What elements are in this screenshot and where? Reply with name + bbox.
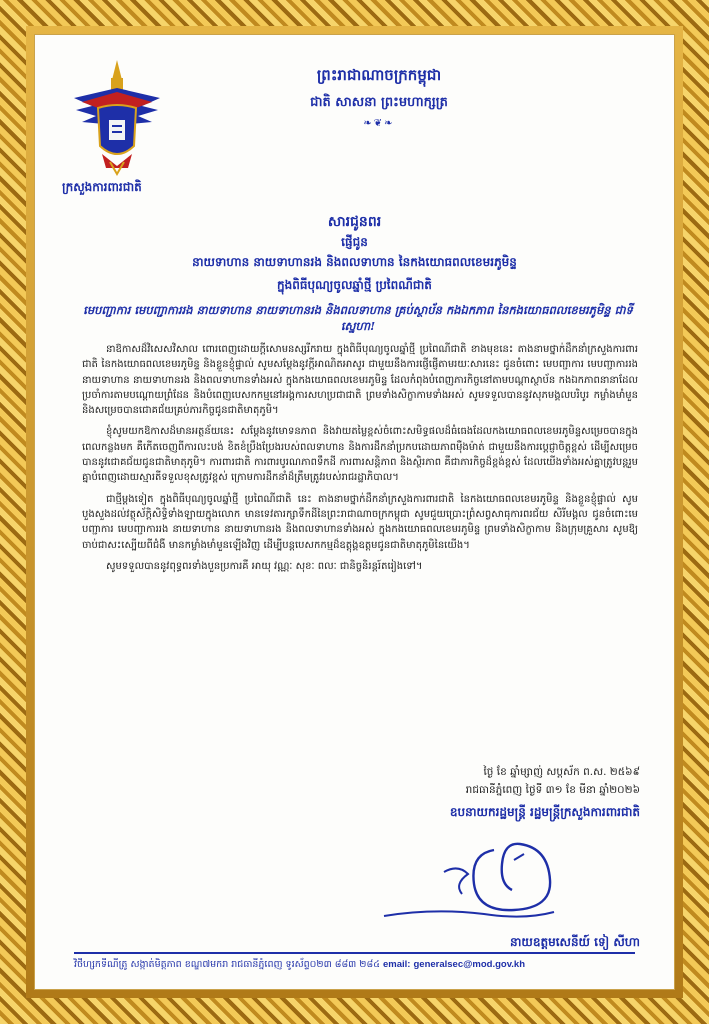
- kingdom-heading: ព្រះរាជាណាចក្រកម្ពុជា: [316, 66, 442, 84]
- motto-ornament: ❧❦❧: [363, 118, 395, 129]
- handwritten-signature: [374, 824, 584, 934]
- footer-email-label: email:: [382, 959, 411, 970]
- signatory-role: ឧបនាយករដ្ឋមន្ត្រី រដ្ឋមន្ត្រីក្រសួងការពារជាតិ: [449, 805, 640, 819]
- ministry-emblem-icon: [72, 58, 162, 176]
- letter-title: សារជូនពរ: [327, 214, 382, 230]
- letterhead: [34, 34, 675, 194]
- letter-subtitle: ផ្ញើជូន: [341, 235, 368, 249]
- national-motto: ជាតិ សាសនា ព្រះមហាក្សត្រ: [310, 95, 448, 110]
- solar-date: រាជធានីភ្នំពេញ ថ្ងៃទី ៣១ ខែ មីនា ឆ្នាំ២០២៦: [465, 784, 640, 796]
- salutation: មេបញ្ជាការ មេបញ្ជាការរង នាយទាហាន នាយទាហានរង និងពលទាហាន គ្រប់ស្ថាប័ន កងឯកភាព នៃកងយោធពលខេមរភូមិន្ទ ជាទីស្នេហា!: [83, 303, 633, 333]
- body-paragraph: ជាថ្មីម្តងទៀត ក្នុងពិធីបុណ្យចូលឆ្នាំថ្មី ប្រពៃណីជាតិ នេះ តាងនាមថ្នាក់ដឹកនាំក្រសួងការពារជាតិ នៃកងយោធពលខេមរភូមិន្ទ និងខ្លួនខ្ញុំផ្ទាល់ សូមបួងសួងដល់វត្ថុស័ក្តិសិទ្ធិទាំងឡាយក្នុងលោក មានទេវតារក្សាទឹកដីនៃព្រះរាជាណាចក្រកម្ពុជា សូមជួយប្រោះព្រំសព្វសាធុការពរជ័យ សិរីមង្គល ជូនចំពោះមេបញ្ជាការ មេបញ្ជាការរង នាយទាហាន នាយទាហានរង និងពលទាហានទាំងអស់ ក្នុងកងយោធពលខេមរភូមិន្ទ ព្រមទាំងសិក្ខាកាម និងក្រុមគ្រួសារ សូមឱ្យចាប់ជាសះស្បើយពីជំងឺ មានកម្លាំងមាំមួនឡើងវិញ ដើម្បីបន្តបេសកកម្មដ៏ឧត្តុង្គឧត្តមជូនជាតិមាតុភូមិនៃយើង។: [82, 493, 638, 551]
- footer-divider: [74, 952, 635, 954]
- letter-recipients: នាយទាហាន នាយទាហានរង និងពលទាហាន នៃកងយោធពលខេមរភូមិន្ទ: [192, 255, 517, 269]
- footer-address: វិថីហ្សកទីណីត្រូ សង្កាត់មិត្តភាព ខណ្ឌ៧មករា រាជធានីភ្នំពេញ ទូរស័ព្ទ០២៣ ៨៨៣ ២៨៤: [74, 959, 380, 970]
- letter-body: [82, 342, 638, 580]
- body-paragraph: ខ្ញុំសូមយកឱកាសដ៏មានអត្ថន័យនេះ សម្តែងនូវមោទនភាព និងវាយតម្លៃខ្ពស់ចំពោះសមិទ្ធផលដ៏ធំធេងដែលកងយោធពលខេមរភូមិន្ទសម្រេចបានក្នុងពេលកន្លងមក គឺកើតចេញពីការលះបង់ ខិតខំប្រឹងប្រែងរបស់ពលទាហាន និងការដឹកនាំប្រកបដោយភាពម៉ឺងម៉ាត់ ជាមួយនឹងការប្តេជ្ញាចិត្តខ្ពស់ ដើម្បីសម្រេចបាននូវជោគជ័យជូនជាតិមាតុភូមិ។ ការពារជាតិ ការពារបូរណភាពទឹកដី ការពារសន្តិភាព និងស្ថិរភាព គឺជាភារកិច្ចដ៏ខ្ពង់ខ្ពស់ ដែលយើងទាំងអស់គ្នាត្រូវបន្តរួមគ្នាបំពេញដោយស្មារតីទទួលខុសត្រូវខ្ពស់ ក្រោមការដឹកនាំដ៏ត្រឹមត្រូវរបស់រាជរដ្ឋាភិបាល។: [82, 426, 638, 484]
- body-paragraph: នាឱកាសដ៏វិសេសវិសាល ពោរពេញដោយក្តីសោមនស្សរីករាយ ក្នុងពិធីបុណ្យចូលឆ្នាំថ្មី ប្រពៃណីជាតិ ខាងមុខនេះ តាងនាមថ្នាក់ដឹកនាំក្រសួងការពារជាតិ នៃកងយោធពលខេមរភូមិន្ទ និងខ្លួនខ្ញុំផ្ទាល់ សូមសម្តែងនូវក្តីអាណិតអាសូរ ជាមួយនឹងការផ្ញើផ្ញើតាមរយៈសារនេះ ជូនចំពោះ មេបញ្ជាការ មេបញ្ជាការរង នាយទាហាន នាយទាហានរង និងពលទាហានទាំងអស់ ក្នុងកងយោធពលខេមរភូមិន្ទ ដែលកំពុងបំពេញភារកិច្ចនៅតាមបណ្តាស្ថាប័ន កងឯកភាពនានាដែលប្រចាំការតាមបណ្តោយព្រំដែន និងបំពេញបេសកកម្មនៅអង្គការសហប្រជាជាតិ ព្រមទាំងសិក្ខាកាមទាំងអស់ សូមទទួលបាននូវសុភមង្គលបរិបូរ កម្លាំងមាំមួន និងសម្រេចបានជោគជ័យគ្រប់ភារកិច្ចជូនជាតិមាតុភូមិ។: [82, 344, 638, 417]
- letter-paper: [34, 34, 675, 990]
- lunar-date: ថ្ងៃ ខែ ឆ្នាំម្សាញ់ សប្តស័ក ព.ស. ២៥៦៩: [483, 766, 640, 778]
- signatory-name: នាយឧត្តមសេនីយ៍ ទៀ សីហា: [510, 935, 640, 949]
- footer-email[interactable]: generalsec@mod.gov.kh: [413, 959, 525, 970]
- letter-occasion: ក្នុងពិធីបុណ្យចូលឆ្នាំថ្មី ប្រពៃណីជាតិ: [277, 278, 432, 292]
- body-paragraph: សូមទទួលបាននូវពុទ្ធពរទាំងបួនប្រការគឺ អាយុ វណ្ណៈ សុខៈ ពលៈ ជានិច្ចនិរន្តរ៍តរៀងទៅ។: [106, 560, 423, 572]
- ministry-name: ក្រសួងការពារជាតិ: [62, 180, 142, 194]
- footer-contact: [74, 958, 635, 972]
